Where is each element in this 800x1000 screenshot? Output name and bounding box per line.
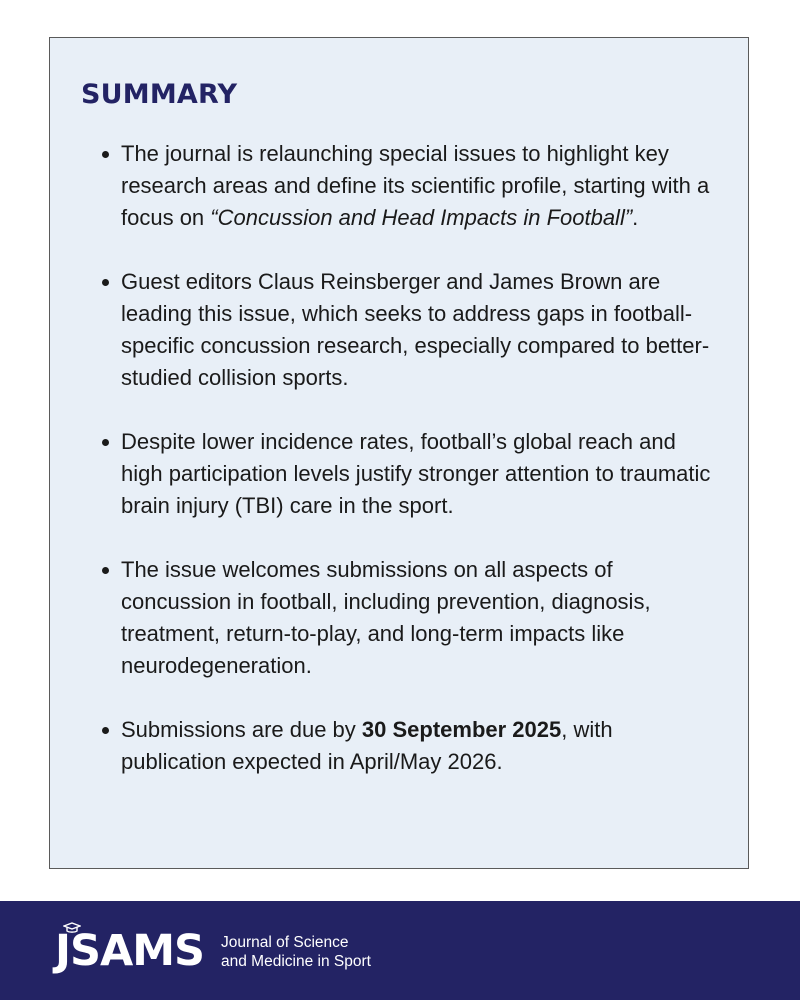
summary-bullet-list [81, 138, 718, 778]
issue-title: “Concussion and Head Impacts in Football” [210, 205, 633, 230]
bullet-guest-editors [81, 266, 718, 394]
bullet-text: Submissions are due by [121, 717, 362, 742]
logo-text: JSAMS [55, 926, 205, 976]
jsams-logo [55, 928, 204, 974]
bullet-special-issues [81, 138, 718, 234]
journal-name [221, 933, 371, 971]
bullet-text: Guest editors Claus Reinsberger and James Brown are leading this issue, which seeks to address gaps in football-specific concussion research, especially compared to better-studied collision sports. [121, 269, 710, 390]
bullet-deadline [81, 714, 718, 778]
bullet-text: The issue welcomes submissions on all aspects of concussion in football, including prevention, diagnosis, treatment, return-to-play, and long-term impacts like neurodegeneration. [121, 557, 651, 678]
logo-wordmark [55, 928, 204, 974]
bullet-text: Despite lower incidence rates, football’s global reach and high participation levels justify stronger attention to traumatic brain injury (TBI) care in the sport. [121, 429, 711, 518]
bullet-submissions-scope [81, 554, 718, 682]
deadline-date: 30 September 2025 [361, 717, 562, 742]
summary-heading: SUMMARY [81, 79, 238, 110]
journal-name-line-1: Journal of Science [221, 934, 349, 951]
bullet-text: . [632, 205, 639, 230]
bullet-incidence [81, 426, 718, 522]
bullet-text: , with publication expected in April/May 2026. [121, 717, 613, 774]
bullet-text: The journal is relaunching special issues to highlight key research areas and define its scientific profile, starting with a focus on [121, 141, 710, 230]
mortarboard-icon [63, 922, 81, 934]
journal-name-line-2: and Medicine in Sport [221, 953, 371, 970]
footer-band [0, 901, 800, 1000]
summary-panel [49, 37, 749, 869]
